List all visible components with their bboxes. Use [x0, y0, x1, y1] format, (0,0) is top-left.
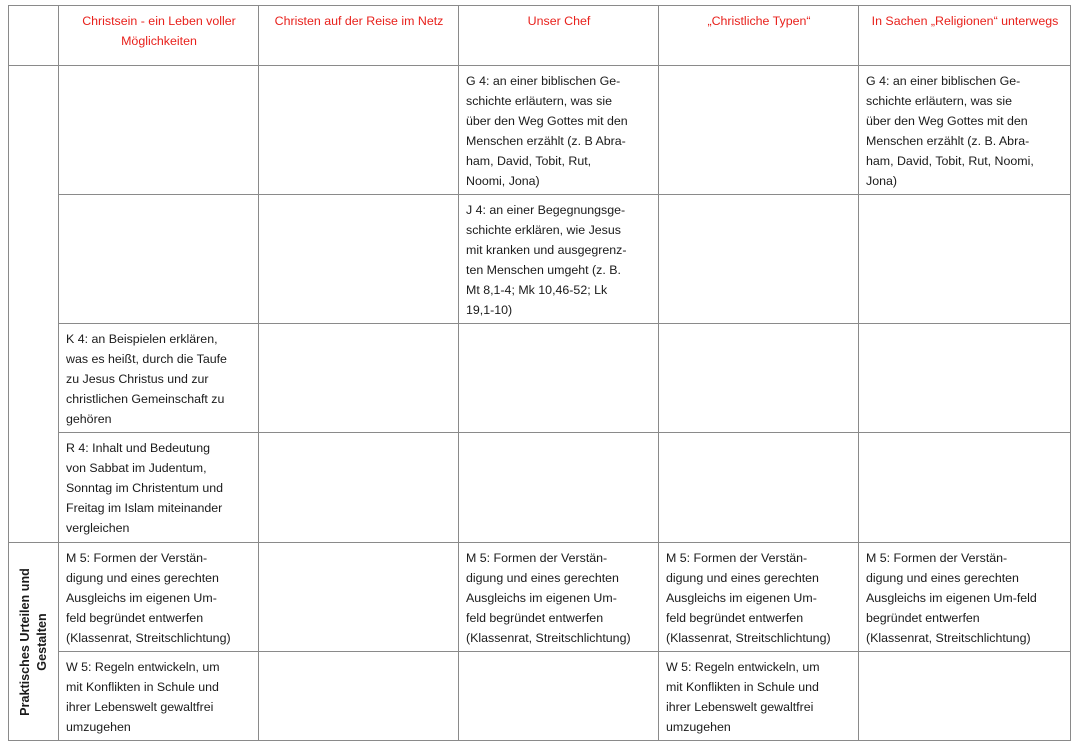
table-cell [659, 66, 859, 195]
table-cell: G 4: an einer biblischen Ge- schichte erläutern, was sie über den Weg Gottes mit den Menschen erzählt (z. B. Abra- ham, David, Tobit, Rut, Noomi, Jona) [859, 66, 1071, 195]
table-row [9, 543, 1071, 652]
table-cell [459, 652, 659, 741]
column-header: Christen auf der Reise im Netz [259, 6, 459, 66]
table-cell [59, 66, 259, 195]
table-cell [259, 324, 459, 433]
table-cell [259, 543, 459, 652]
table-row [9, 652, 1071, 741]
column-header: Christsein - ein Leben voller Möglichkeiten [59, 6, 259, 66]
table-cell [859, 324, 1071, 433]
curriculum-table [8, 5, 1071, 741]
side-label-cell [9, 543, 59, 741]
table-cell: K 4: an Beispielen erklären, was es heißt, durch die Taufe zu Jesus Christus und zur christlichen Gemeinschaft zu gehören [59, 324, 259, 433]
table-row [9, 433, 1071, 543]
table-cell: J 4: an einer Begegnungsge- schichte erklären, wie Jesus mit kranken und ausgegrenz- ten Menschen umgeht (z. B. Mt 8,1-4; Mk 10,46-52; Lk 19,1-10) [459, 195, 659, 324]
table-cell [659, 195, 859, 324]
table-row [9, 66, 1071, 195]
side-cell-empty [9, 66, 59, 543]
header-row [9, 6, 1071, 66]
table-cell [59, 195, 259, 324]
column-header: In Sachen „Religionen“ unterwegs [859, 6, 1071, 66]
table-cell [259, 652, 459, 741]
table-cell: M 5: Formen der Verstän- digung und eines gerechten Ausgleichs im eigenen Um- feld begründet entwerfen (Klassenrat, Streitschlichtung) [659, 543, 859, 652]
corner-cell [9, 6, 59, 66]
table-row [9, 195, 1071, 324]
side-label-wrap [9, 552, 58, 732]
table-cell [459, 324, 659, 433]
table-cell [859, 433, 1071, 543]
table-cell: M 5: Formen der Verstän- digung und eines gerechten Ausgleichs im eigenen Um-feld begründet entwerfen (Klassenrat, Streitschlichtung) [859, 543, 1071, 652]
table-cell: M 5: Formen der Verstän- digung und eines gerechten Ausgleichs im eigenen Um- feld begründet entwerfen (Klassenrat, Streitschlichtung) [459, 543, 659, 652]
table-cell [659, 324, 859, 433]
side-label: Praktisches Urteilen und Gestalten [17, 568, 49, 716]
table-cell: M 5: Formen der Verstän- digung und eines gerechten Ausgleichs im eigenen Um- feld begründet entwerfen (Klassenrat, Streitschlichtung) [59, 543, 259, 652]
table-cell: R 4: Inhalt und Bedeutung von Sabbat im Judentum, Sonntag im Christentum und Freitag im Islam miteinander vergleichen [59, 433, 259, 543]
table-cell [459, 433, 659, 543]
column-header: Unser Chef [459, 6, 659, 66]
table-cell [259, 433, 459, 543]
table-cell [859, 195, 1071, 324]
table-cell [859, 652, 1071, 741]
table-cell [259, 195, 459, 324]
table-row [9, 324, 1071, 433]
table-cell: W 5: Regeln entwickeln, um mit Konflikten in Schule und ihrer Lebenswelt gewaltfrei umzugehen [659, 652, 859, 741]
table-cell [259, 66, 459, 195]
table-cell: G 4: an einer biblischen Ge- schichte erläutern, was sie über den Weg Gottes mit den Menschen erzählt (z. B Abra- ham, David, Tobit, Rut, Noomi, Jona) [459, 66, 659, 195]
column-header: „Christliche Typen“ [659, 6, 859, 66]
table-cell [659, 433, 859, 543]
table-cell: W 5: Regeln entwickeln, um mit Konflikten in Schule und ihrer Lebenswelt gewaltfrei umzugehen [59, 652, 259, 741]
